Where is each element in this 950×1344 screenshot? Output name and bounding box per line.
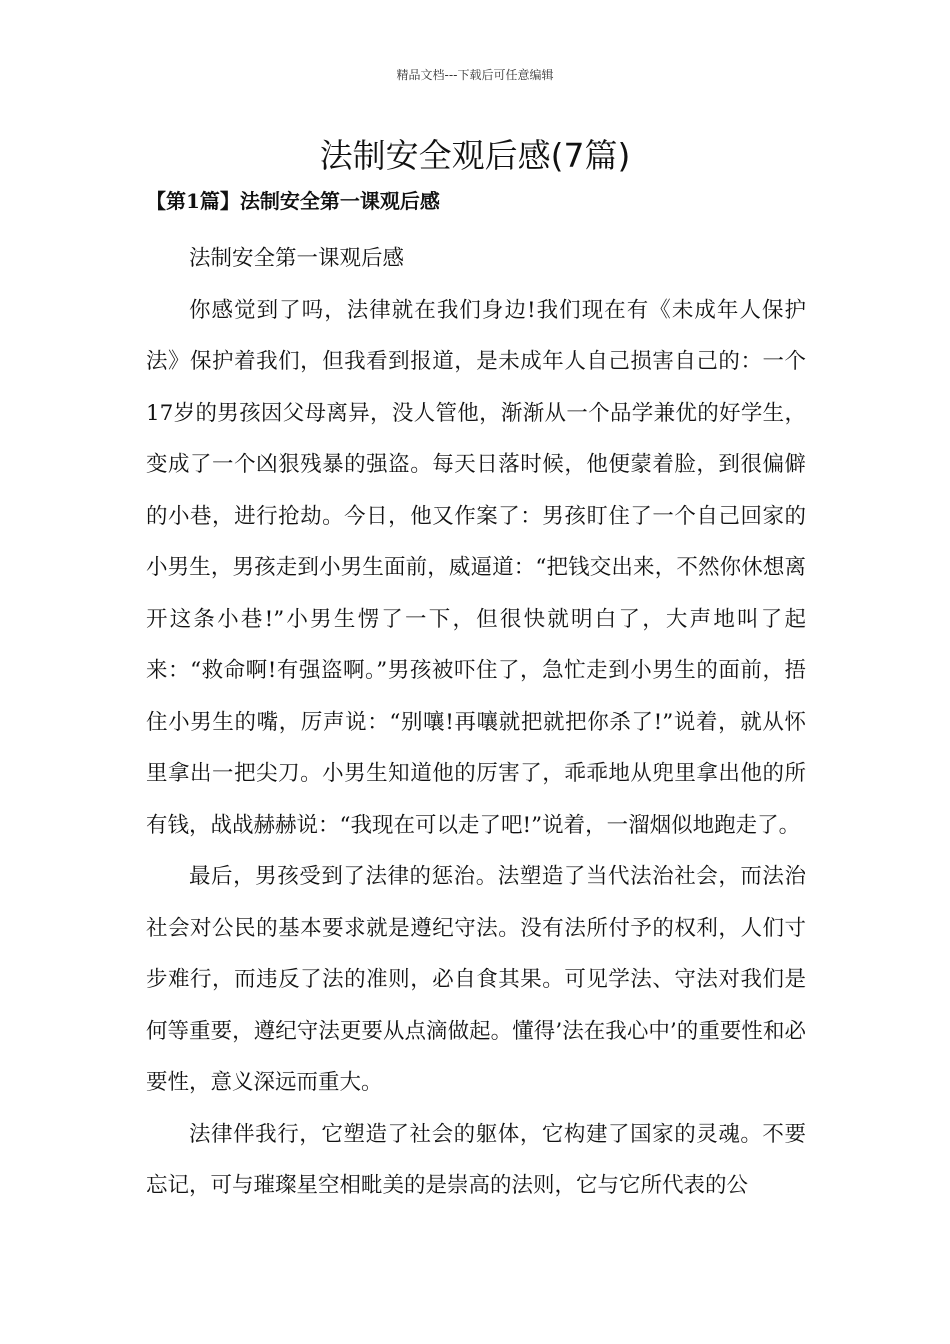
document-body	[146, 233, 806, 1212]
section-heading: 【第1篇】法制安全第一课观后感	[146, 189, 440, 213]
paragraph: 最后，男孩受到了法律的惩治。法塑造了当代法治社会，而法治社会对公民的基本要求就是遵纪守法。没有法所付予的权利，人们寸步难行，而违反了法的准则，必自食其果。可见学法、守法对我们是何等重要，遵纪守法更要从点滴做起。懂得’法在我心中’的重要性和必要性，意义深远而重大。	[146, 864, 806, 1095]
paragraph: 法律伴我行，它塑造了社会的躯体，它构建了国家的灵魂。不要忘记，可与璀璨星空相毗美的是崇高的法则，它与它所代表的公	[146, 1121, 806, 1198]
article-subtitle: 法制安全第一课观后感	[189, 246, 405, 271]
document-title: 法制安全观后感(7篇)	[319, 136, 631, 175]
header-note: 精品文档---下载后可任意编辑	[396, 68, 554, 82]
paragraph: 你感觉到了吗，法律就在我们身边!我们现在有《未成年人保护法》保护着我们，但我看到报道，是未成年人自己损害自己的：一个17岁的男孩因父母离异，没人管他，渐渐从一个品学兼优的好学生，变成了一个凶狠残暴的强盗。每天日落时候，他便蒙着脸，到很偏僻的小巷，进行抢劫。今日，他又作案了：男孩盯住了一个自己回家的小男生，男孩走到小男生面前，威逼道：“把钱交出来，不然你休想离开这条小巷!”小男生愣了一下，但很快就明白了，大声地叫了起来：“救命啊!有强盗啊。”男孩被吓住了，急忙走到小男生的面前，捂住小男生的嘴，厉声说：“别嚷!再嚷就把就把你杀了!”说着，就从怀里拿出一把尖刀。小男生知道他的厉害了，乖乖地从兜里拿出他的所有钱，战战赫赫说：“我现在可以走了吧!”说着，一溜烟似地跑走了。	[146, 297, 806, 838]
